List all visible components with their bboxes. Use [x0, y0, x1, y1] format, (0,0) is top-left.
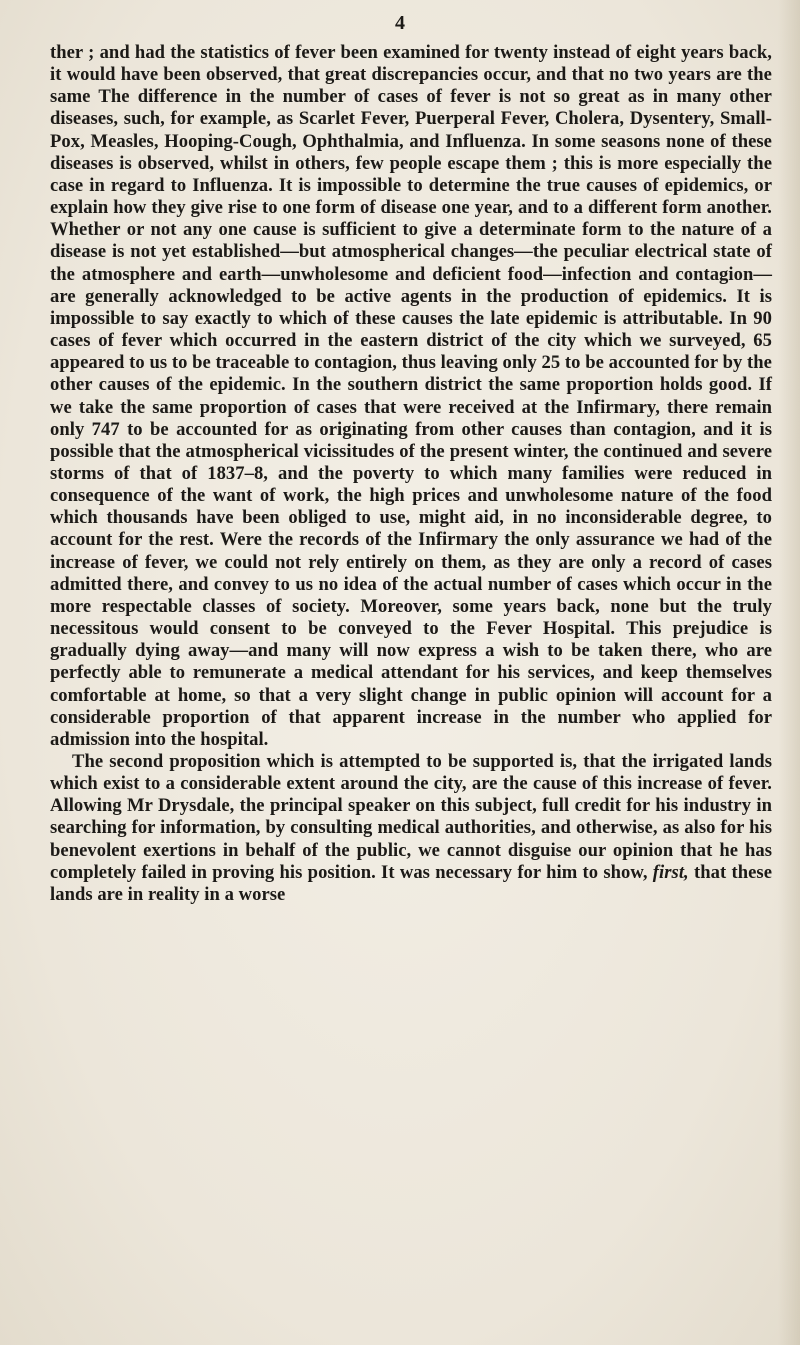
paragraph-fever-statistics: ther ; and had the statistics of fever been examined for twenty instead of eight years back, it would have been observed, that great discrepancies occur, and that no two years are the same The difference in the number of cases of fever is not so great as in many other diseases, such, for example, as Scarlet Fever, Puerperal Fever, Cholera, Dysentery, Small-Pox, Measles, Hooping-Cough, Ophthalmia, and Influenza. In some seasons none of these diseases is observed, whilst in others, few people escape them ; this is more especially the case in regard to Influenza. It is impossible to determine the true causes of epidemics, or explain how they give rise to one form of disease one year, and to a different form another. Whether or not any one cause is sufficient to give a determinate form to the nature of a disease is not yet established—but atmospherical changes—the peculiar electrical state of the atmosphere and earth—unwholesome and deficient food—infection and contagion—are generally acknowledged to be active agents in the production of epidemics. It is impossible to say exactly to which of these causes the late epidemic is attributable. In 90 cases of fever which occurred in the eastern district of the city which we surveyed, 65 appeared to us to be traceable to contagion, thus leaving only 25 to be accounted for by the other causes of the epidemic. In the southern district the same proportion holds good. If we take the same proportion of cases that were received at the Infirmary, there remain only 747 to be accounted for as originating from other causes than contagion, and it is possible that the atmospherical vicissitudes of the present winter, the continued and severe storms of that of 1837–8, and the poverty to which many families were reduced in consequence of the want of work, the high prices and unwholesome nature of the food which thousands have been obliged to use, might aid, in no inconsiderable degree, to account for the rest. Were the records of the Infirmary the only assurance we had of the increase of fever, we could not rely entirely on them, as they are only a record of cases admitted there, and convey to us no idea of the actual number of cases which occur in the more respectable classes of society. Moreover, some years back, none but the truly necessitous would consent to be conveyed to the Fever Hospital. This prejudice is gradually dying away—and many will now express a wish to be taken there, who are perfectly able to remunerate a medical attendant for his services, and keep themselves comfortable at home, so that a very slight change in public opinion will account for a considerable proportion of that apparent increase in the number who applied for admission into the hospital.	[50, 42, 772, 750]
page-number: 4	[395, 12, 405, 34]
page-edge-shadow	[778, 0, 800, 1345]
paragraph-text-start: The second proposition which is attempted to be supported is, that the irrigated lands which exist to a considerable extent around the city, are the cause of this increase of fever. Allowing Mr Drysdale, the principal speaker on this subject, full credit for his industry in searching for information, by consulting medical authorities, and otherwise, as also for his benevolent exertions in behalf of the public, we cannot disguise our opinion that he has completely failed in proving his position. It was necessary for him to show,	[50, 751, 772, 883]
paragraph-text-end: that these lands are in reality in a worse	[50, 861, 772, 905]
paragraph-irrigated-lands	[50, 751, 772, 906]
italic-emphasis: first,	[652, 861, 689, 883]
body-text	[50, 42, 772, 906]
